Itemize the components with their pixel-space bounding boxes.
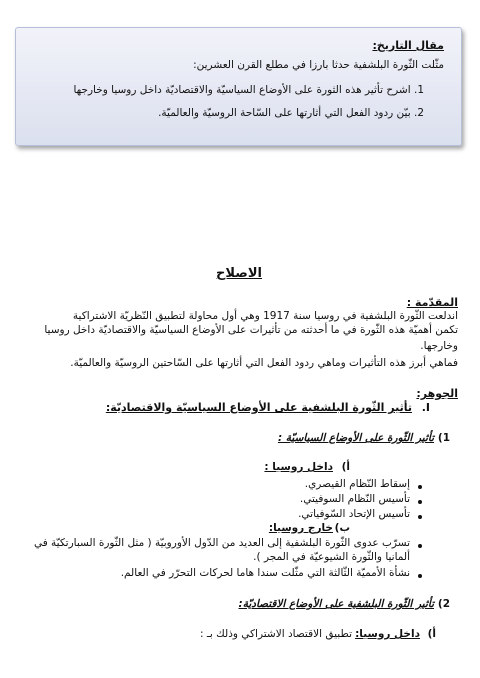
essay-task-2: 2. بيّن ردود الفعل التي أثارتها على السّاحة الروسيّة والعالميّة.	[158, 107, 424, 119]
body-heading: الجوهر:	[416, 387, 458, 400]
outside-item-2: نشأة الأمميّة الثّالثة التي مثّلت سندا هاما لحركات التحرّر في العالم.	[120, 567, 410, 579]
inside-item-2: تأسيس النّظام السوفيتي.	[299, 493, 410, 505]
intro-line-3: وخارجها.	[420, 340, 458, 352]
subsection-1-number: 1)	[437, 432, 450, 444]
outside-item-1-line-2: ألمانيا والثّورة الشيوعيّة في المجر ).	[253, 551, 410, 563]
essay-task-1: 1. اشرح تأثير هذه الثورة على الأوضاع السياسيّة والاقتصاديّة داخل روسيا وخارجها	[73, 84, 424, 96]
inside-title: داخل روسيا :	[264, 461, 333, 473]
bullet-icon	[418, 485, 422, 489]
outside-marker: ب)	[334, 522, 350, 534]
section-1-number: I.	[421, 401, 430, 414]
bullet-icon	[418, 515, 422, 519]
bullet-icon	[418, 544, 422, 548]
economic-title: داخل روسيا:	[355, 628, 420, 640]
subsection-2-title: تأثير الثّورة البلشفية على الأوضاع الاقتصاديّة:	[238, 598, 434, 610]
economic-marker: أ)	[427, 628, 436, 640]
main-title: الاصلاح	[216, 266, 262, 281]
outside-item-1-line-1: تسرّب عدوى الثّورة البلشفية إلى العديد من الدّول الأوروبيّة ( مثل الثّورة السبارتكيّة في	[33, 537, 410, 549]
subsection-2-number: 2)	[437, 598, 450, 610]
outside-title: خارج روسيا:	[268, 522, 333, 534]
essay-prompt: مثّلت الثّورة البلشفية حدثا بارزا في مطلع القرن العشرين:	[193, 59, 444, 71]
economic-text: تطبيق الاقتصاد الاشتراكي وذلك بـ :	[199, 628, 352, 640]
section-1-title: تأثير الثّورة البلشفية على الأوضاع السياسيّة والاقتصاديّة:	[105, 401, 412, 414]
intro-line-1: اندلعت الثّورة البلشفية في روسيا سنة 1917 وهي أول محاولة لتطبيق النّظريّة الاشتراكية	[72, 310, 458, 322]
intro-line-2: تكمن أهميّة هذه الثّورة في ما أحدثته من تأثيرات على الأوضاع السياسيّة والاقتصاديّة داخل روسيا	[44, 324, 458, 336]
essay-title: مقال التاريخ:	[372, 39, 444, 52]
intro-line-4: فماهي أبرز هذه التأثيرات وماهي ردود الفعل التي أثارتها على السّاحتين الروسيّة والعالميّة.	[70, 357, 458, 369]
intro-heading: المقدّمة :	[406, 296, 458, 309]
bullet-icon	[418, 500, 422, 504]
bullet-icon	[418, 574, 422, 578]
inside-item-1: إسقاط النّظام القيصري.	[304, 478, 410, 490]
subsection-1-title: تأثير الثّورة على الأوضاع السياسيّة :	[277, 432, 434, 444]
inside-item-3: تأسيس الإتحاد السّوفياتي.	[298, 508, 410, 520]
inside-marker: أ)	[341, 461, 350, 473]
